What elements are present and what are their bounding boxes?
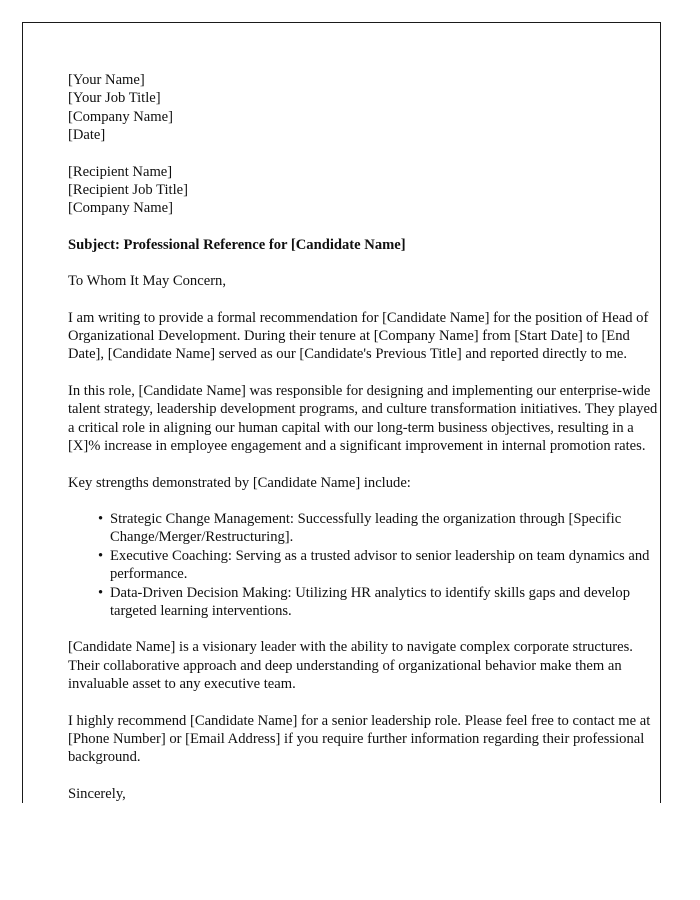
sender-name: [Your Name] [68, 72, 145, 88]
sender-company-name: [Company Name] [68, 108, 173, 125]
document-page [22, 22, 661, 803]
list-item [68, 510, 664, 547]
key-strengths-intro: Key strengths demonstrated by [Candidate Name] include: [68, 474, 411, 491]
sender-job-title: [Your Job Title] [68, 90, 161, 107]
recipient-job-title: [Recipient Job Title] [68, 182, 188, 199]
list-item-text: Executive Coaching: Serving as a trusted advisor to senior leadership on team dynamics and performance. [110, 547, 650, 583]
document-body [68, 71, 664, 803]
recipient-name: [Recipient Name] [68, 163, 173, 180]
closing-salutation: Sincerely, [68, 785, 126, 802]
list-item-text: Strategic Change Management: Successfully leading the organization through [Specific Change/Merger/Restructuring]. [110, 510, 622, 546]
sender-address-block [68, 71, 664, 145]
bullet-icon: • [98, 547, 104, 564]
bullet-icon: • [98, 584, 104, 601]
recipient-address-block [68, 163, 664, 218]
body-paragraph-4: I highly recommend [Candidate Name] for a senior leadership role. Please feel free to contact me at [Phone Number] or [Email Address] if you require further information regarding their professional background. [68, 712, 651, 766]
list-item [68, 547, 664, 584]
letter-date: [Date] [68, 127, 106, 144]
recipient-company-name: [Company Name] [68, 200, 173, 217]
salutation: To Whom It May Concern, [68, 273, 226, 290]
subject-line: Subject: Professional Reference for [Candidate Name] [68, 236, 406, 253]
body-paragraph-3: [Candidate Name] is a visionary leader with the ability to navigate complex corporate structures. Their collaborative approach and deep understanding of organizational behavior make them an invaluable asset to any executive team. [68, 639, 633, 693]
body-paragraph-1: I am writing to provide a formal recommendation for [Candidate Name] for the position of Head of Organizational Development. During their tenure at [Company Name] from [Start Date] to [End Date], [Candidate Name] served as our [Candidate's Previous Title] and reported directly to me. [68, 309, 649, 363]
key-strengths-list [68, 510, 664, 620]
list-item [68, 584, 664, 621]
list-item-text: Data-Driven Decision Making: Utilizing HR analytics to identify skills gaps and develop targeted learning interventions. [110, 584, 631, 619]
body-paragraph-2: In this role, [Candidate Name] was responsible for designing and implementing our enterprise-wide talent strategy, leadership development programs, and culture transformation initiatives. They played a critical role in aligning our human capital with our long-term business objectives, resulting in a [X]% increase in employee engagement and a significant improvement in internal promotion rates. [68, 382, 658, 455]
bullet-icon: • [98, 510, 104, 527]
